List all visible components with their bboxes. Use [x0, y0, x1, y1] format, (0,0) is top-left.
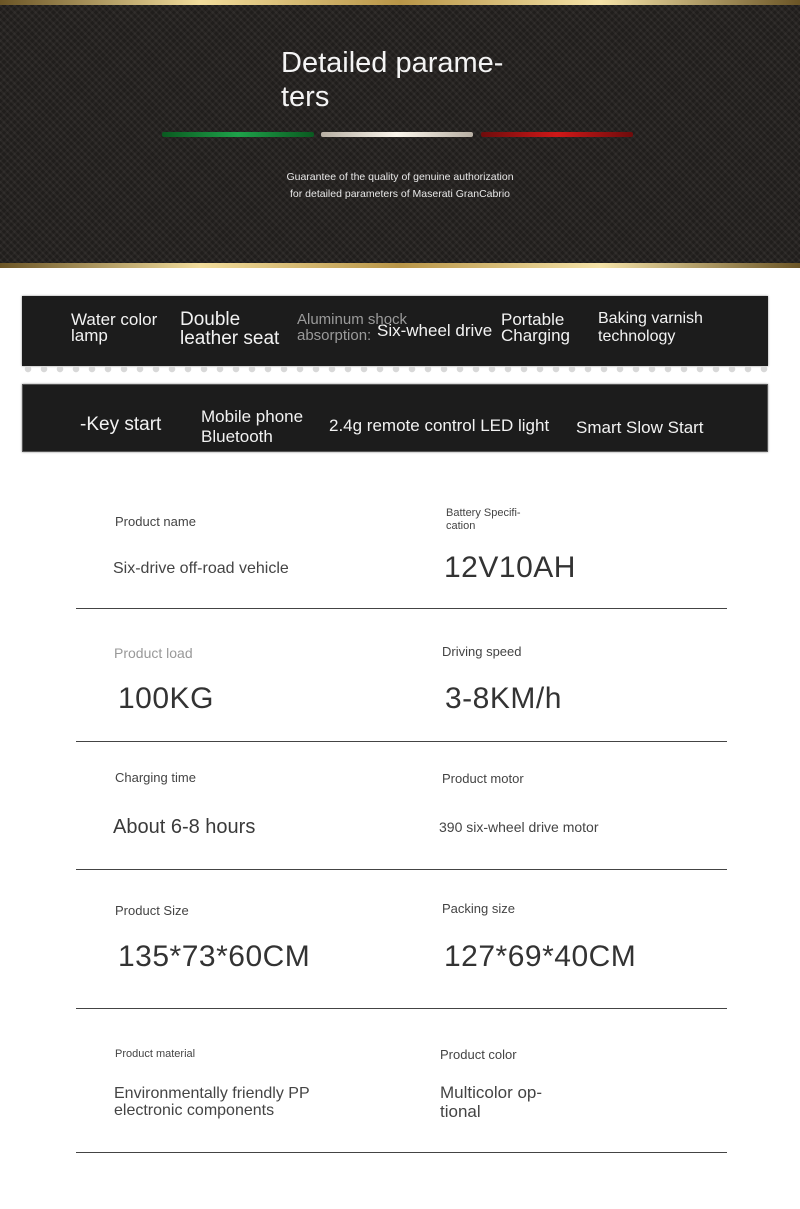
label-packing-size: Packing size — [442, 901, 515, 916]
feature-aluminum-shock: Aluminum shock absorption: — [297, 311, 408, 344]
label-battery: Battery Specifi- cation — [446, 507, 521, 532]
row-divider — [76, 1008, 727, 1009]
feature-water-color-lamp: Water color lamp — [71, 310, 158, 345]
dotted-divider — [22, 366, 768, 374]
feature-remote-control-led: 2.4g remote control LED light — [329, 416, 550, 435]
gold-top-border — [0, 0, 800, 5]
label-charging-time: Charging time — [115, 770, 196, 785]
parameters-banner — [0, 0, 800, 268]
label-product-material: Product material — [115, 1048, 196, 1060]
label-product-size: Product Size — [115, 903, 189, 918]
value-product-load: 100KG — [118, 682, 214, 715]
value-charging-time: About 6-8 hours — [113, 816, 256, 838]
feature-mobile-bluetooth: Mobile phone Bluetooth — [201, 407, 304, 446]
feature-six-wheel-drive: Six-wheel drive — [377, 321, 493, 340]
feature-smart-slow-start: Smart Slow Start — [576, 418, 704, 437]
red-stripe — [481, 132, 633, 137]
value-battery: 12V10AH — [444, 551, 576, 584]
green-stripe — [162, 132, 314, 137]
label-product-motor: Product motor — [442, 771, 524, 786]
row-divider — [76, 1152, 727, 1153]
feature-baking-varnish: Baking varnish technology — [598, 310, 703, 345]
value-product-name: Six-drive off-road vehicle — [113, 560, 289, 577]
value-packing-size: 127*69*40CM — [444, 940, 637, 973]
feature-bar-2 — [22, 384, 768, 452]
feature-double-leather-seat: Double leather seat — [180, 309, 280, 349]
row-divider — [76, 869, 727, 870]
feature-bar-1 — [22, 296, 768, 366]
row-divider — [76, 741, 727, 742]
label-product-load: Product load — [114, 645, 193, 661]
value-product-motor: 390 six-wheel drive motor — [439, 819, 599, 835]
feature-key-start: -Key start — [80, 414, 162, 435]
label-driving-speed: Driving speed — [442, 644, 522, 659]
value-product-size: 135*73*60CM — [118, 940, 311, 973]
label-product-color: Product color — [440, 1047, 517, 1062]
feature-portable-charging: Portable Charging — [501, 310, 570, 345]
gold-bottom-border — [0, 263, 800, 268]
value-product-material: Environmentally friendly PP electronic components — [114, 1085, 310, 1119]
value-driving-speed: 3-8KM/h — [445, 682, 562, 715]
white-stripe — [321, 132, 473, 137]
banner-title: Detailed parame- ters — [281, 47, 504, 113]
label-product-name: Product name — [115, 514, 196, 529]
row-divider — [76, 608, 727, 609]
banner-subtitle: Guarantee of the quality of genuine authorization for detailed parameters of Maserati GranCabrio — [286, 171, 514, 200]
value-product-color: Multicolor op- tional — [440, 1083, 543, 1121]
